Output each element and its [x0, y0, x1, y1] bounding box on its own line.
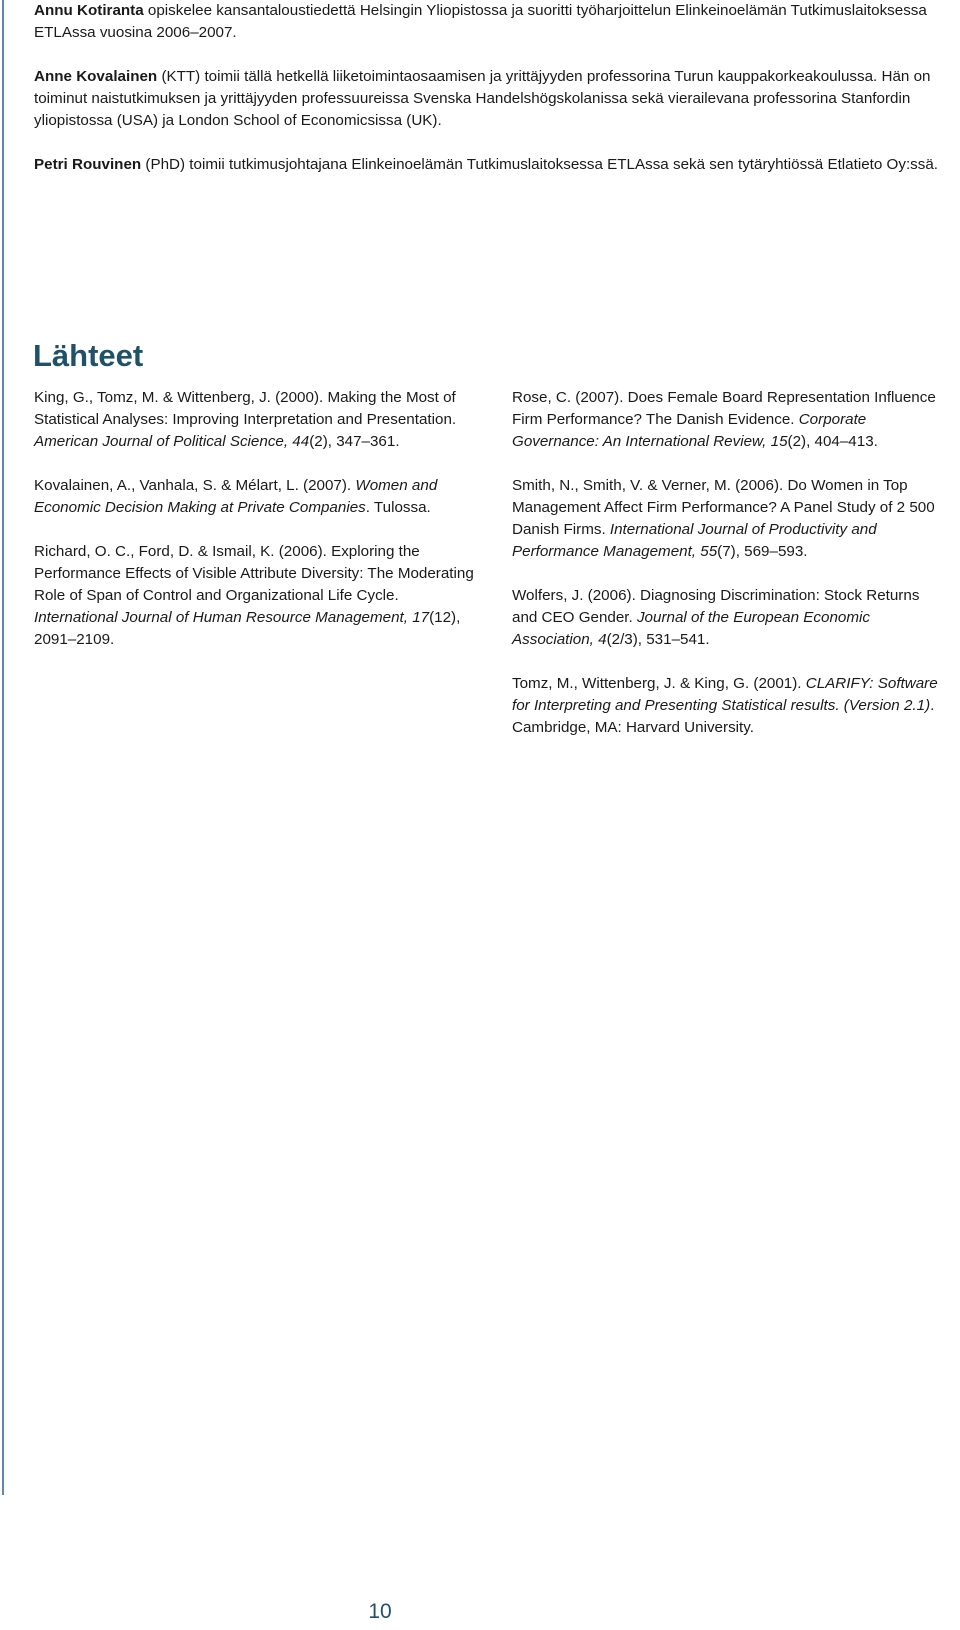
reference-entry: [512, 673, 942, 739]
author-bio: [34, 0, 954, 44]
reference-details: . Cambridge, MA: Harvard University.: [512, 697, 935, 736]
reference-source: CLARIFY: Software for Interpreting and Presenting Statistical results. (Version 2.1): [512, 675, 938, 714]
reference-source: Corporate Governance: An International Review, 15: [512, 411, 867, 450]
reference-entry: [34, 541, 474, 651]
reference-details: . Tulossa.: [365, 499, 431, 516]
reference-text: Kovalainen, A., Vanhala, S. & Mélart, L. (2007).: [34, 477, 356, 494]
author-bio-text: opiskelee kansantaloustiedettä Helsingin Yliopistossa ja suoritti työharjoittelun Elinkeinoelämän Tutkimuslaitoksessa ETLAssa vuosina 2006–2007.: [34, 2, 927, 41]
author-bio-text: (KTT) toimii tällä hetkellä liiketoimintaosaamisen ja yrittäjyyden professorina Turun kauppakorkeakoulussa. Hän on toiminut naistutkimuksen ja yrittäjyyden professuureissa Svenska Handelshögskolanissa sekä vierailevana professorina Stanfordin yliopistossa (USA) ja London School of Economicsissa (UK).: [34, 68, 931, 129]
author-name: Petri Rouvinen: [34, 156, 142, 173]
reference-text: Tomz, M., Wittenberg, J. & King, G. (2001).: [512, 675, 806, 692]
author-bio: [34, 154, 954, 176]
author-bio-text: (PhD) toimii tutkimusjohtajana Elinkeinoelämän Tutkimuslaitoksessa ETLAssa sekä sen tytäryhtiössä Etlatieto Oy:ssä.: [141, 156, 939, 173]
reference-details: (2), 404–413.: [787, 433, 878, 450]
reference-entry: [512, 585, 942, 651]
reference-text: King, G., Tomz, M. & Wittenberg, J. (2000). Making the Most of Statistical Analyses: Improving Interpretation and Presentation.: [34, 389, 457, 428]
references-left-column: [34, 387, 474, 673]
reference-text: Smith, N., Smith, V. & Verner, M. (2006). Do Women in Top Management Affect Firm Performance? A Panel Study of 2 500 Danish Firms.: [512, 477, 935, 538]
reference-text: Rose, C. (2007). Does Female Board Representation Influence Firm Performance? The Danish Evidence.: [512, 389, 936, 428]
reference-entry: [34, 387, 474, 453]
references-right-column: [512, 387, 942, 761]
reference-source: Journal of the European Economic Association, 4: [512, 609, 870, 648]
references-heading: Lähteet: [33, 338, 144, 373]
reference-source: Women and Economic Decision Making at Private Companies: [34, 477, 438, 516]
reference-text: Wolfers, J. (2006). Diagnosing Discrimination: Stock Returns and CEO Gender.: [512, 587, 920, 626]
reference-entry: [34, 475, 474, 519]
author-name: Annu Kotiranta: [34, 2, 144, 19]
page-number: 10: [368, 1600, 392, 1623]
reference-details: (7), 569–593.: [717, 543, 808, 560]
reference-source: International Journal of Human Resource Management, 17: [34, 609, 430, 626]
reference-details: (2/3), 531–541.: [606, 631, 710, 648]
reference-text: Richard, O. C., Ford, D. & Ismail, K. (2006). Exploring the Performance Effects of Visible Attribute Diversity: The Moderating Role of Span of Control and Organizational Life Cycle.: [34, 543, 474, 604]
author-bio: [34, 66, 954, 132]
reference-entry: [512, 475, 942, 563]
author-name: Anne Kovalainen: [34, 68, 158, 85]
reference-details: (2), 347–361.: [309, 433, 400, 450]
reference-entry: [512, 387, 942, 453]
author-bios: [34, 0, 954, 198]
reference-details: (12), 2091–2109.: [34, 609, 461, 648]
left-margin-rule: [2, 0, 4, 1495]
reference-source: American Journal of Political Science, 44: [34, 433, 310, 450]
reference-source: International Journal of Productivity and Performance Management, 55: [512, 521, 877, 560]
